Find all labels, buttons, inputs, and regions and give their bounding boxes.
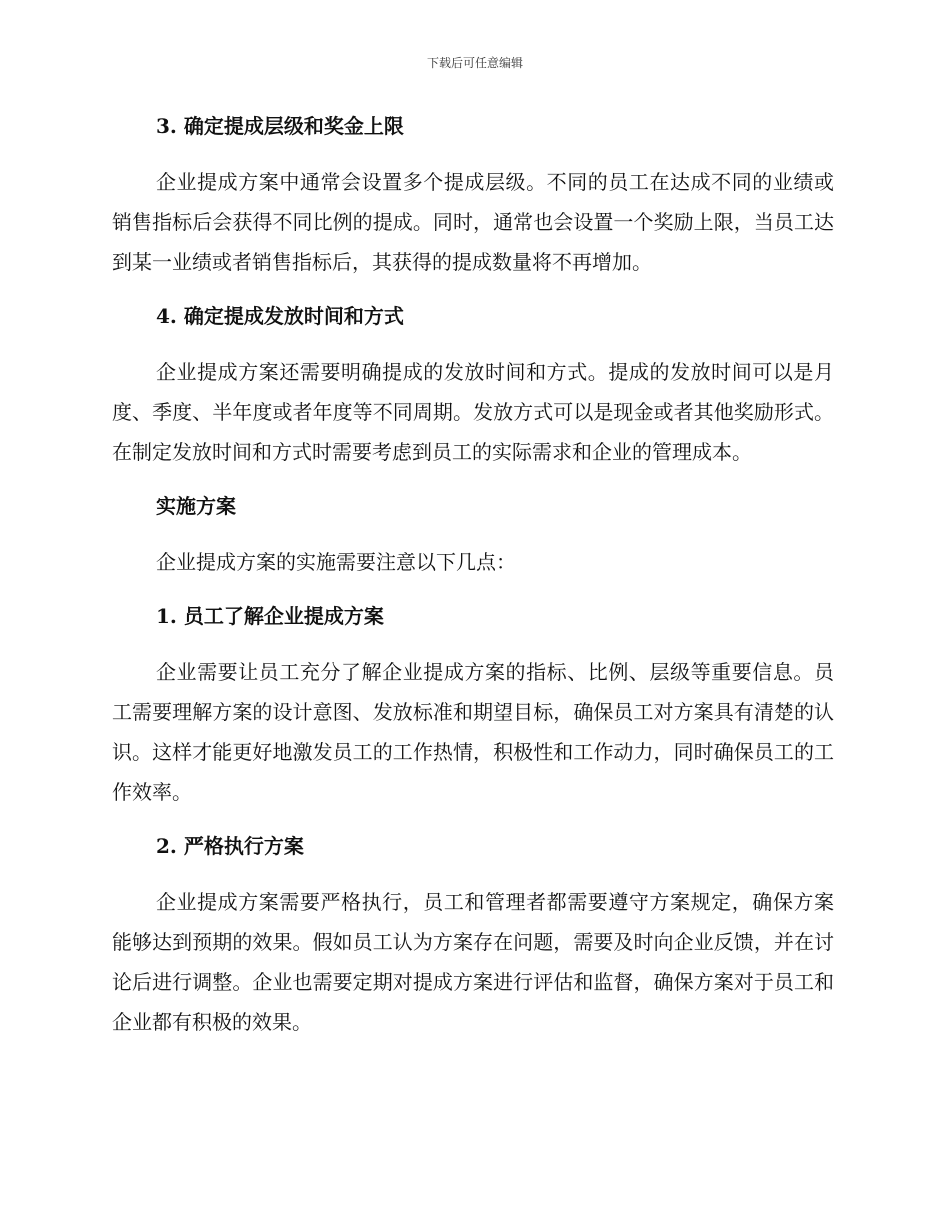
page-header: 下载后可任意编辑 <box>426 56 523 70</box>
section-heading-implementation: 实施方案 <box>156 494 236 518</box>
document-body <box>112 108 834 1058</box>
section-paragraph-employee-understanding: 企业需要让员工充分了解企业提成方案的指标、比例、层级等重要信息。员工需要理解方案的设计意图、发放标准和期望目标，确保员工对方案具有清楚的认识。这样才能更好地激发员工的工作热情，积极性和工作动力，同时确保员工的工作效率。 <box>112 660 834 804</box>
section-paragraph-implementation: 企业提成方案的实施需要注意以下几点： <box>156 550 516 574</box>
section-heading-strict-execution: 2. 严格执行方案 <box>156 834 304 858</box>
section-heading-tier-cap: 3. 确定提成层级和奖金上限 <box>156 114 404 138</box>
section-paragraph-tier-cap: 企业提成方案中通常会设置多个提成层级。不同的员工在达成不同的业绩或销售指标后会获得不同比例的提成。同时，通常也会设置一个奖励上限，当员工达到某一业绩或者销售指标后，其获得的提成数量将不再增加。 <box>112 170 834 274</box>
section-paragraph-strict-execution: 企业提成方案需要严格执行，员工和管理者都需要遵守方案规定，确保方案能够达到预期的效果。假如员工认为方案存在问题，需要及时向企业反馈，并在讨论后进行调整。企业也需要定期对提成方案进行评估和监督，确保方案对于员工和企业都有积极的效果。 <box>112 890 834 1034</box>
section-paragraph-payout-time: 企业提成方案还需要明确提成的发放时间和方式。提成的发放时间可以是月度、季度、半年度或者年度等不同周期。发放方式可以是现金或者其他奖励形式。在制定发放时间和方式时需要考虑到员工的实际需求和企业的管理成本。 <box>112 360 834 464</box>
section-heading-employee-understanding: 1. 员工了解企业提成方案 <box>156 604 384 628</box>
section-heading-payout-time: 4. 确定提成发放时间和方式 <box>156 304 404 328</box>
